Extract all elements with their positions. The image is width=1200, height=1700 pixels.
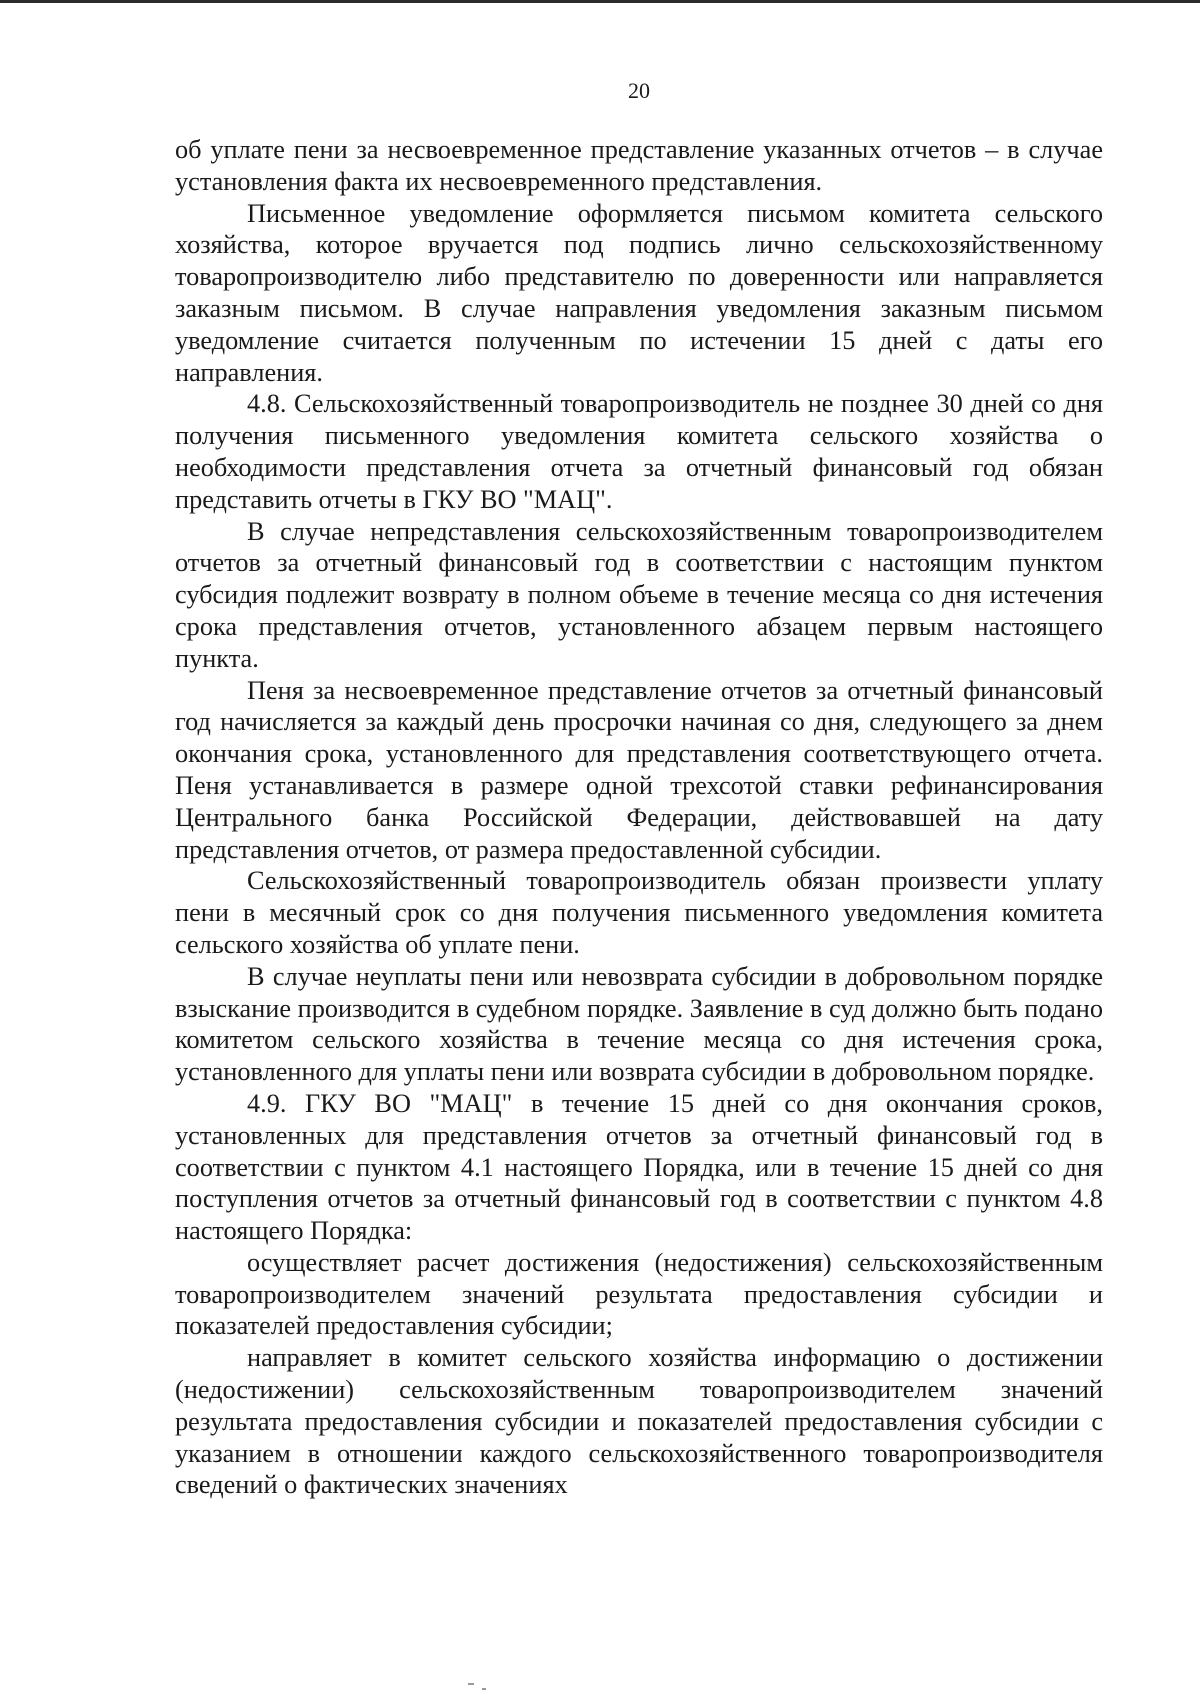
document-body <box>175 134 1103 1501</box>
paragraph-4-9: 4.9. ГКУ ВО "МАЦ" в течение 15 дней со дня окончания сроков, установленных для представления отчетов за отчетный финансовый год в соответствии с пунктом 4.1 настоящего Порядка, или в течение 15 дней со дня поступления отчетов за отчетный финансовый год в соответствии с пунктом 4.8 настоящего Порядка: <box>175 1088 1103 1246</box>
paragraph-4-8: 4.8. Сельскохозяйственный товаропроизводитель не позднее 30 дней со дня получения письменного уведомления комитета сельского хозяйства о необходимости представления отчета за отчетный финансовый год обязан представить отчеты в ГКУ ВО "МАЦ". <box>175 389 1103 514</box>
paragraph-continuation: об уплате пени за несвоевременное представление указанных отчетов – в случае установления факта их несвоевременного представления. <box>175 135 1103 196</box>
paragraph-information: направляет в комитет сельского хозяйства информацию о достижении (недостижении) сельскохозяйственным товаропроизводителем значений результата предоставления субсидии и показателей предоставления субсидии с указанием в отношении каждого сельскохозяйственного товаропроизводителя сведений о фактических значениях <box>175 1343 1103 1500</box>
paragraph-calculation: осуществляет расчет достижения (недостижения) сельскохозяйственным товаропроизводителем значений результата предоставления субсидии и показателей предоставления субсидии; <box>175 1247 1103 1341</box>
paragraph-written-notice: Письменное уведомление оформляется письмом комитета сельского хозяйства, которое вручается под подпись лично сельскохозяйственному товаропроизводителю либо представителю по доверенности или направляется заказным письмом. В случае направления уведомления заказным письмом уведомление считается полученным по истечении 15 дней с даты его направления. <box>175 198 1103 387</box>
paragraph-penalty: Пеня за несвоевременное представление отчетов за отчетный финансовый год начисляется за каждый день просрочки начиная со дня, следующего за днем окончания срока, установленного для представления соответствующего отчета. Пеня устанавливается в размере одной трехсотой ставки рефинансирования Центрального банка Российской Федерации, действовавшей на дату представления отчетов, от размера предоставленной субсидии. <box>175 675 1103 864</box>
scan-artifact <box>482 1688 486 1690</box>
scan-artifact <box>468 1683 474 1685</box>
scan-top-edge <box>0 0 1200 3</box>
paragraph-penalty-payment: Сельскохозяйственный товаропроизводитель обязан произвести уплату пени в месячный срок со дня получения письменного уведомления комитета сельского хозяйства об уплате пени. <box>175 866 1103 959</box>
page-number: 20 <box>628 78 650 103</box>
paragraph-non-submission: В случае непредставления сельскохозяйственным товаропроизводителем отчетов за отчетный финансовый год в соответствии с настоящим пунктом субсидия подлежит возврату в полном объеме в течение месяца со дня истечения срока представления отчетов, установленного абзацем первым настоящего пункта. <box>175 516 1103 673</box>
paragraph-court-recovery: В случае неуплаты пени или невозврата субсидии в добровольном порядке взыскание производится в судебном порядке. Заявление в суд должно быть подано комитетом сельского хозяйства в течение месяца со дня истечения срока, установленного для уплаты пени или возврата субсидии в добровольном порядке. <box>175 961 1103 1087</box>
